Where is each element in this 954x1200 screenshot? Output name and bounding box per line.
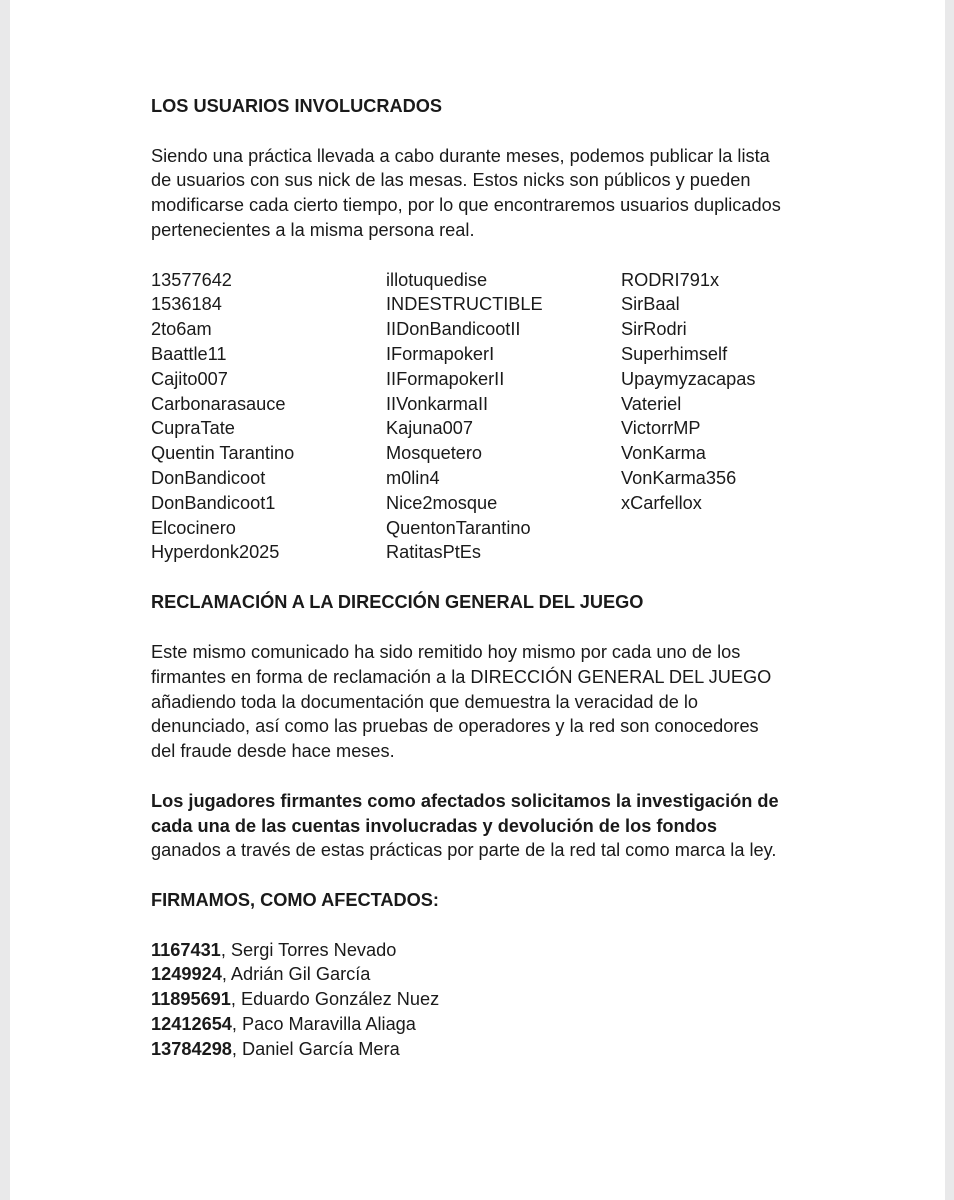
- request-line: ganados a través de estas prácticas por parte de la red tal como marca la ley.: [151, 840, 777, 861]
- section-heading-reclamacion: RECLAMACIÓN A LA DIRECCIÓN GENERAL DEL JUEGO: [151, 592, 644, 613]
- nick-item: IIDonBandicootII: [386, 319, 521, 340]
- nick-item: m0lin4: [386, 467, 440, 488]
- reclamacion-paragraph: [151, 640, 831, 764]
- nick-column-1: [151, 268, 294, 566]
- nick-item: SirRodri: [621, 319, 687, 340]
- signer-name: , Daniel García Mera: [231, 1038, 400, 1059]
- nick-item: Nice2mosque: [386, 492, 498, 513]
- document-page: [10, 0, 945, 1200]
- nick-item: Cajito007: [151, 368, 228, 389]
- paragraph-line: de usuarios con sus nick de las mesas. Estos nicks son públicos y pueden: [151, 170, 751, 191]
- nick-column-3: [621, 268, 755, 516]
- nick-item: Upaymyzacapas: [621, 368, 756, 389]
- nick-item: 1536184: [151, 294, 222, 315]
- signer-name: , Eduardo González Nuez: [230, 989, 440, 1010]
- paragraph-line: del fraude desde hace meses.: [151, 741, 395, 762]
- signer-id: 12412654: [151, 1013, 232, 1034]
- nick-item: Mosquetero: [386, 443, 483, 464]
- nick-item: xCarfellox: [621, 492, 702, 513]
- paragraph-line: Siendo una práctica llevada a cabo durante meses, podemos publicar la lista: [151, 145, 770, 166]
- request-bold-line: Los jugadores firmantes como afectados solicitamos la investigación de: [151, 790, 779, 811]
- nick-item: illotuquedise: [386, 269, 488, 290]
- nick-item: VonKarma356: [621, 467, 737, 488]
- nick-item: DonBandicoot: [151, 467, 266, 488]
- signer-name: , Adrián Gil García: [221, 964, 371, 985]
- section-heading-usuarios: LOS USUARIOS INVOLUCRADOS: [151, 96, 443, 116]
- document-body: [151, 94, 831, 1062]
- paragraph-line: añadiendo toda la documentación que demuestra la veracidad de lo: [151, 691, 699, 712]
- signer-id: 1167431: [151, 939, 221, 960]
- paragraph-line: firmantes en forma de reclamación a la DIRECCIÓN GENERAL DEL JUEGO: [151, 666, 772, 687]
- paragraph-line: denunciado, así como las pruebas de operadores y la red son conocedores: [151, 716, 759, 737]
- signer-id: 11895691: [151, 989, 231, 1010]
- signer-row: [151, 1012, 831, 1037]
- nick-item: QuentonTarantino: [386, 517, 531, 538]
- nick-item: IFormapokerI: [386, 343, 495, 364]
- signer-row: [151, 1037, 831, 1062]
- nick-item: Baattle11: [151, 343, 227, 364]
- signer-id: 13784298: [151, 1038, 232, 1059]
- paragraph-line: modificarse cada cierto tiempo, por lo que encontraremos usuarios duplicados: [151, 195, 781, 216]
- nick-item: IIVonkarmaII: [386, 393, 489, 414]
- nick-item: VictorrMP: [621, 418, 701, 439]
- nick-list: [151, 268, 831, 566]
- paragraph-line: Este mismo comunicado ha sido remitido hoy mismo por cada uno de los: [151, 641, 741, 662]
- nick-item: VonKarma: [621, 443, 706, 464]
- nick-item: 13577642: [151, 269, 232, 290]
- nick-item: Superhimself: [621, 343, 728, 364]
- nick-item: IIFormapokerII: [386, 368, 505, 389]
- nick-item: RatitasPtEs: [386, 542, 482, 563]
- signer-name: , Paco Maravilla Aliaga: [231, 1013, 416, 1034]
- signer-row: [151, 987, 831, 1012]
- nick-item: 2to6am: [151, 319, 212, 340]
- signer-row: [151, 938, 831, 963]
- paragraph-line: pertenecientes a la misma persona real.: [151, 219, 475, 240]
- nick-item: Quentin Tarantino: [151, 443, 295, 464]
- nick-item: Hyperdonk2025: [151, 542, 280, 563]
- nick-item: RODRI791x: [621, 269, 720, 290]
- nick-item: Vateriel: [621, 393, 682, 414]
- nick-column-2: [386, 268, 543, 566]
- nick-item: Kajuna007: [386, 418, 473, 439]
- nick-item: SirBaal: [621, 294, 680, 315]
- signers-list: [151, 938, 831, 1062]
- signer-row: [151, 962, 831, 987]
- nick-item: INDESTRUCTIBLE: [386, 294, 543, 315]
- section-heading-firmamos: FIRMAMOS, COMO AFECTADOS:: [151, 889, 439, 910]
- nick-item: DonBandicoot1: [151, 492, 276, 513]
- request-paragraph: [151, 789, 831, 863]
- nick-item: Elcocinero: [151, 517, 236, 538]
- nick-item: CupraTate: [151, 418, 235, 439]
- nick-item: Carbonarasauce: [151, 393, 286, 414]
- signer-name: , Sergi Torres Nevado: [220, 939, 397, 960]
- request-bold-line: cada una de las cuentas involucradas y devolución de los fondos: [151, 815, 717, 836]
- intro-paragraph: [151, 144, 831, 243]
- signer-id: 1249924: [151, 964, 222, 985]
